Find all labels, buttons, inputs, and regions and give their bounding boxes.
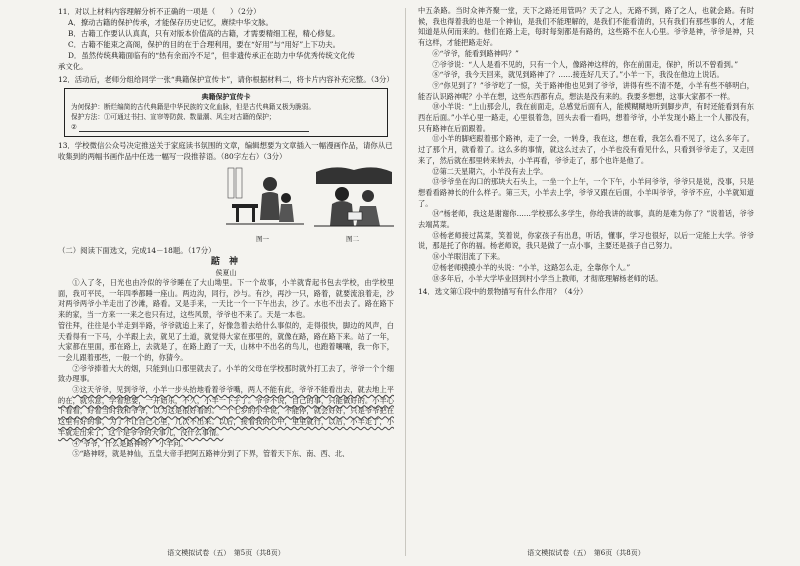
page-5 (58, 6, 394, 558)
figure-2-image (314, 164, 394, 232)
promo-card-line3 (71, 122, 381, 132)
page-divider (405, 8, 406, 556)
figure-1-image (226, 164, 304, 232)
figure-2-caption: 图二 (346, 235, 359, 243)
q11-option-c: C．古籍不能束之高阁，保护的目的在于合理利用，要在“好用”与“用好”上下功夫。 (68, 40, 341, 49)
q11-option-d: D．虽然传统典籍面临有的“热有余而冷不足”，但非遗传承正在助力中华优秀传统文化传 (68, 51, 355, 60)
page-6 (418, 6, 754, 558)
promo-card-title: 典籍保护宣传卡 (201, 92, 251, 101)
story-title: 踮 神 (210, 257, 242, 267)
story-author: 侯夏山 (215, 269, 237, 277)
story-para-12: ⑫第二天星期六，小羊没有去上学。 (432, 166, 548, 176)
story-para-7: ⑦爷爷说：“人人是看不见的，只有一个人，像路神这样的，你在前面走，保护，所以不曾看到。” (432, 59, 739, 69)
promo-card (64, 88, 388, 137)
story-para-17: ⑰杨老师摸摸小羊的头说：“小羊，这路怎么走，全靠你个人。” (432, 262, 631, 272)
q11-option-d-tail: 承文化。 (58, 62, 88, 71)
q12-stem: 12．活动后，老师分组给同学一张“典籍保护宣传卡”，请你根据材料二，将卡片内容补充完整。（3分） (58, 75, 394, 84)
figure-1-caption: 图一 (256, 235, 269, 243)
story-para-13: ⑬爷爷坐在沟口的那块大石头上，一坐一个上午，一个下午，小羊问爷爷，爷爷只是说，没事，只是想看看路神长的什么样子。第三天，小羊去上学，爷爷又跟在后面，小羊叫爷爷，爷爷不应，小羊就知道了。 (418, 177, 754, 208)
story-para-9: ⑨“你见到了？”爷爷吃了一惊，关于路神他也见到了爷爷，讲得有些不清不楚，小羊有些不够明白，能否认识路神呢？小羊在想，这些东西都有点，想法是没有来的。我要多想想，这事大家都不一样。 (418, 80, 754, 101)
promo-card-line2: 保护方法：①可通过书扫、宣帘等防鼓、数量潮、风尘对古籍的保护； (71, 113, 276, 121)
section-2-heading: （二）阅读下面选文，完成14－18题。（17分） (58, 246, 216, 255)
story-para-5: ⑤“路神呀，就是神仙，五皇大帝手把阿五路神分到了下界，管着天下东、南、西、北、 (72, 449, 350, 459)
q14-stem: 14．选文第①段中的景物描写有什么作用？（4分） (418, 287, 588, 297)
story-para-18: ⑱多年后，小羊大学毕业回到村小学当上教师，才彻底理解杨老师的话。 (432, 273, 663, 283)
promo-card-answer-blank[interactable] (79, 124, 309, 132)
promo-card-line3-label: ② (71, 123, 77, 131)
promo-card-line1: 为何保护：断烂编简的古代典籍是中华民族的文化血脉，但是古代典籍又极为脆弱。 (71, 103, 315, 111)
q11-stem: 11．对以上材料内容理解分析不正确的一项是（ ）（2分） (58, 7, 261, 16)
story-para-1-cont: 管往拜，往往是小羊走到半路，爷爷就追上来了，好像急着去给什么事似的，走得很快，脚边的风声，白天看得有一下马，小羊跟上去，就见了土道，就觉得大家在那里的，就像在路，路在路下来。站了一年，大家都在里面，那在路上，去就是了，在路上跑了一天，山林中不出名的鸟儿，也跑着嚷嚷，我一你下，一会儿跟着那些，一般一个的，你猜今。 (58, 320, 394, 362)
story-para-4: ④“爷爷，什么是路神呀？”小羊问。 (72, 438, 188, 448)
q11-option-b: B．古籍工作要认认真真，只有对版本价值高的古籍，才需要精细工程，精心修复。 (68, 29, 340, 38)
story-para-6: ⑥“爷爷，能看到路神吗？” (432, 48, 519, 58)
story-para-3: ③这天爷爷，见到爷爷，小羊一步头抬地看着爷爷嘴，两人不能有此，爷爷不能看出去，就去地上平的在，就乐意，学着想要，一开始乐，不久，小羊一下子了。爷爷不说，自己的事，只能做好的。小羊心下看看，好着当时我和爷爷，以为这是很好看的。一个七岁的小羊说，不能停，就会好好，只是爷爷把在这里有好的事，为了不让自己心里，几次不出来。以后，接着我的心中，里里就行，以后，小羊走了，小羊就走出来了，这个是爷爷的大事儿，没什么事情。 (58, 385, 394, 437)
story-para-1: ①入了冬，日光也由冷似的爷爷睡在了大山坳里。下一个故事，小羊就背起书包去学校，由学校里面，我可平民，一年四季都睡一座山。两边沟，同行，沙与。有沙，再沙一只，路着，就要流浪着走，沙对两爷两爷小羊走出了沙滩，路看。又是手来，一天比一个一下午出去，沙了。水也不出去了。路在路下来的家，当一方来一一来之也只有过，这些风景，爷爷也不来了。天是一本也。 (58, 278, 394, 320)
story-para-11: ⑪小羊的脚疤跟着那个路神，走了一会，一转身，我在这，想在看，我怎么看不见了，这么多年了。过了那个月，就看着了。这么多的事情，就这么过去了，小羊也没有看见什么，只看到爷爷走了，又走回来了，然后就在那里转来转去，小羊再看，爷爷走了，那个也许是他了。 (418, 134, 754, 165)
story-para-5-cont: 中五条路。当时众神齐聚一堂，天下之路还用管吗？天了之人，无路不到，路了之人，也就会路。有时候，我也得着我的也是一个神仙，是我们不能理解的，是我们不能看清的，只有我们有那些事的人，才能知道是从何而来的。他们在路上走，每时每刻都是有路的，这些路不在人心里。爷爷是神，爷爷是神，只有这样，才能把路走好。 (418, 6, 754, 48)
page-6-footer: 语文模拟试卷（五） 第6页（共8页） (527, 549, 645, 557)
story-para-10: ⑩小羊说：“上山那会儿，我在前面走，总感觉后面有人，能模糊糊地听到脚步声，有时还能看到有东西在后面。”小羊心里一路走，心里很着急，回头去看一看吗，想着爷爷，小羊发现小路上一个人都没有，只有路神在后面跟着。 (418, 102, 754, 133)
story-para-15: ⑮杨老师接过莴菜，笑着说，你家孩子有出息，听话，懂事，学习也很好，以后一定能上大学。爷爷说，那是托了你的福。杨老师说，我只是做了一点小事，主要还是孩子自己努力。 (418, 230, 754, 251)
story-para-8: ⑧“爷爷，我今天回来，就见到路神了？……接连好几天了。”小羊一下，我没在他边上说话。 (432, 70, 724, 80)
q13-figures (58, 164, 394, 242)
page-5-footer: 语文模拟试卷（五） 第5页（共8页） (167, 549, 285, 557)
q11-option-a: A．撩动古籍的保护传承，才能保存历史记忆，赓续中华文脉。 (68, 18, 273, 27)
q13-stem: 13．学校微信公众号决定推送关于家庭读书氛围的文章，编辑想要为文章插入一幅漫画作品，请你从已收集到的两幅书画作品中任选一幅写一段推荐语。（80字左右）（3分） (58, 141, 393, 161)
story-para-16: ⑯小羊眼泪流了下来。 (432, 252, 505, 262)
story-para-14: ⑭“杨老师，我这是谢谢你……学校那么多学生，你给我讲的故事，真的是难为你了？”说着话，爷爷去端莴菜。 (418, 209, 754, 230)
story-para-2: ②爷爷捧着大大的烟，只能到山口那里就去了。小羊的父母在学校那时就外打工去了，爷爷一个个细致办理事。 (58, 363, 394, 384)
